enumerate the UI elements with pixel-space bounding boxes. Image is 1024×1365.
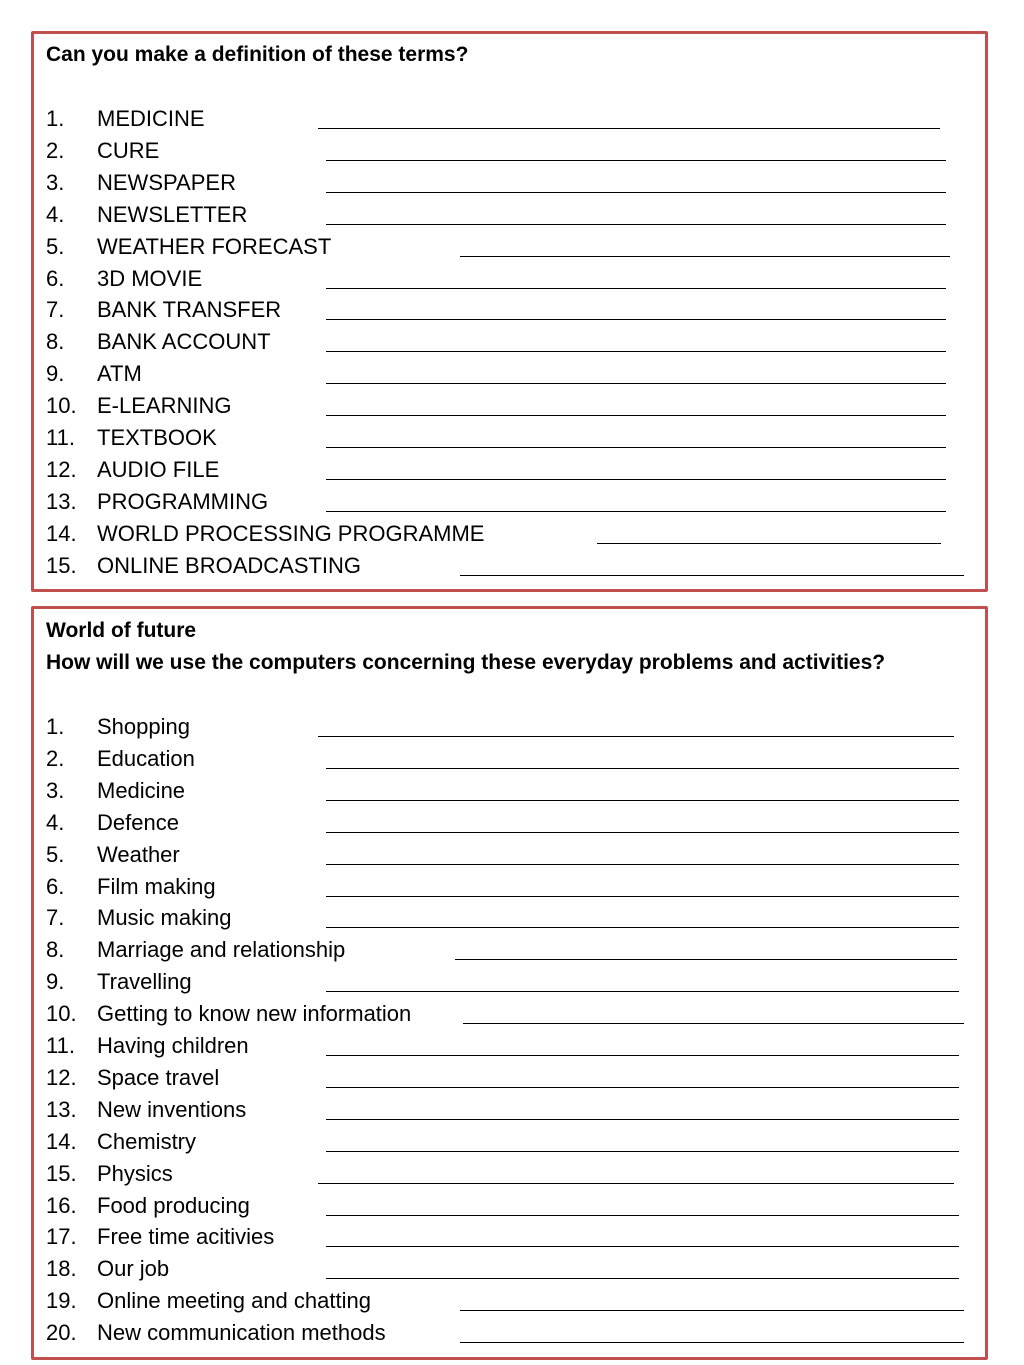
future-title: World of future [46, 619, 197, 642]
item-number: 1. [46, 106, 65, 131]
item-term: ONLINE BROADCASTING [97, 552, 362, 578]
answer-line[interactable] [326, 800, 959, 801]
item-number: 7. [46, 905, 65, 931]
item-term: CURE [97, 137, 160, 163]
item-number: 3. [46, 169, 65, 195]
item-number: 1. [46, 714, 65, 739]
item-term: BANK ACCOUNT [97, 329, 271, 355]
item-number: 14. [46, 1128, 77, 1154]
answer-line[interactable] [326, 1087, 959, 1088]
item-number: 4. [46, 809, 65, 835]
item-term: NEWSPAPER [97, 169, 236, 195]
answer-line[interactable] [326, 479, 946, 480]
definition-item [0, 550, 1024, 582]
answer-line[interactable] [326, 511, 946, 512]
future-item [0, 1317, 1024, 1349]
item-term: Food producing [97, 1192, 250, 1218]
answer-line[interactable] [318, 128, 940, 129]
item-number: 6. [46, 873, 65, 899]
definition-item [0, 294, 1024, 326]
future-item [0, 1221, 1024, 1253]
answer-line[interactable] [326, 1151, 959, 1152]
definition-item [0, 167, 1024, 199]
future-item [0, 998, 1024, 1030]
item-number: 15. [46, 1160, 77, 1186]
future-item [0, 1285, 1024, 1317]
item-term: PROGRAMMING [97, 488, 269, 514]
future-item [0, 775, 1024, 807]
answer-line[interactable] [326, 192, 946, 193]
item-term: Defence [97, 809, 179, 835]
item-number: 15. [46, 552, 77, 578]
answer-line[interactable] [460, 1342, 964, 1343]
item-number: 10. [46, 1001, 77, 1027]
item-number: 17. [46, 1224, 77, 1250]
item-number: 5. [46, 233, 65, 259]
item-term: WEATHER FORECAST [97, 233, 332, 259]
item-term: TEXTBOOK [97, 425, 217, 450]
item-term: AUDIO FILE [97, 456, 220, 482]
future-item [0, 1126, 1024, 1158]
answer-line[interactable] [597, 543, 941, 544]
item-number: 12. [46, 456, 77, 482]
item-number: 9. [46, 361, 65, 387]
definition-item [0, 390, 1024, 422]
answer-line[interactable] [460, 256, 950, 257]
item-number: 11. [46, 1033, 75, 1058]
answer-line[interactable] [326, 1119, 959, 1120]
future-item [0, 1094, 1024, 1126]
definition-item [0, 199, 1024, 231]
item-number: 5. [46, 841, 65, 867]
item-term: NEWSLETTER [97, 201, 248, 227]
future-item [0, 1158, 1024, 1190]
answer-line[interactable] [318, 736, 954, 737]
item-number: 4. [46, 201, 65, 227]
answer-line[interactable] [326, 224, 946, 225]
item-number: 12. [46, 1064, 77, 1090]
definition-item [0, 486, 1024, 518]
answer-line[interactable] [326, 383, 946, 384]
item-number: 13. [46, 1096, 77, 1122]
future-item [0, 902, 1024, 934]
item-term: Getting to know new information [97, 1001, 412, 1027]
answer-line[interactable] [318, 1183, 954, 1184]
item-number: 13. [46, 488, 77, 514]
definition-item [0, 231, 1024, 263]
item-number: 10. [46, 393, 77, 419]
item-term: Shopping [97, 714, 190, 739]
answer-line[interactable] [326, 1055, 959, 1056]
item-term: ATM [97, 361, 142, 387]
item-term: Marriage and relationship [97, 937, 346, 963]
item-number: 2. [46, 745, 65, 771]
item-number: 6. [46, 265, 65, 291]
item-term: Space travel [97, 1064, 220, 1090]
answer-line[interactable] [460, 575, 964, 576]
answer-line[interactable] [326, 351, 946, 352]
item-number: 20. [46, 1320, 77, 1346]
definition-item [0, 422, 1024, 454]
future-item [0, 1190, 1024, 1222]
answer-line[interactable] [326, 1278, 959, 1279]
item-number: 8. [46, 329, 65, 355]
item-term: Online meeting and chatting [97, 1288, 371, 1314]
item-term: Travelling [97, 969, 192, 995]
answer-line[interactable] [326, 415, 946, 416]
item-term: Music making [97, 905, 232, 931]
item-term: Weather [97, 841, 180, 867]
future-item [0, 711, 1024, 743]
answer-line[interactable] [326, 832, 959, 833]
item-term: New communication methods [97, 1320, 386, 1346]
item-term: WORLD PROCESSING PROGRAMME [97, 520, 485, 546]
definition-item [0, 518, 1024, 550]
future-item [0, 1253, 1024, 1285]
future-item [0, 839, 1024, 871]
item-number: 16. [46, 1192, 77, 1218]
answer-line[interactable] [326, 447, 946, 448]
item-term: Physics [97, 1160, 173, 1186]
item-number: 18. [46, 1256, 77, 1282]
answer-line[interactable] [326, 864, 959, 865]
future-item [0, 934, 1024, 966]
future-item [0, 743, 1024, 775]
definitions-heading: Can you make a definition of these terms? [46, 43, 469, 66]
future-item [0, 1062, 1024, 1094]
answer-line[interactable] [326, 896, 959, 897]
definition-item [0, 454, 1024, 486]
definition-item [0, 263, 1024, 295]
item-term: Medicine [97, 777, 186, 803]
answer-line[interactable] [326, 927, 959, 928]
answer-line[interactable] [326, 768, 959, 769]
item-term: Chemistry [97, 1128, 197, 1154]
item-term: New inventions [97, 1096, 247, 1122]
item-number: 19. [46, 1288, 77, 1314]
answer-line[interactable] [455, 959, 957, 960]
definition-item [0, 358, 1024, 390]
answer-line[interactable] [326, 319, 946, 320]
answer-line[interactable] [326, 160, 946, 161]
item-term: Film making [97, 873, 216, 899]
item-term: Our job [97, 1256, 170, 1282]
item-number: 11. [46, 425, 75, 450]
answer-line[interactable] [326, 991, 959, 992]
future-item [0, 966, 1024, 998]
definition-item [0, 135, 1024, 167]
future-item [0, 871, 1024, 903]
answer-line[interactable] [326, 288, 946, 289]
item-term: 3D MOVIE [97, 265, 203, 291]
item-term: Having children [97, 1033, 249, 1058]
item-number: 3. [46, 777, 65, 803]
item-number: 14. [46, 520, 77, 546]
item-number: 9. [46, 969, 65, 995]
definition-item [0, 326, 1024, 358]
answer-line[interactable] [460, 1310, 964, 1311]
item-number: 8. [46, 937, 65, 963]
item-term: Free time acitivies [97, 1224, 275, 1250]
definition-item [0, 103, 1024, 135]
item-term: MEDICINE [97, 106, 205, 131]
future-question: How will we use the computers concerning these everyday problems and activities? [46, 651, 886, 674]
item-number: 7. [46, 297, 65, 323]
item-term: Education [97, 745, 195, 771]
answer-line[interactable] [326, 1246, 959, 1247]
item-number: 2. [46, 137, 65, 163]
item-term: E-LEARNING [97, 393, 232, 419]
answer-line[interactable] [463, 1023, 964, 1024]
future-item [0, 1030, 1024, 1062]
item-term: BANK TRANSFER [97, 297, 282, 323]
future-item [0, 807, 1024, 839]
answer-line[interactable] [326, 1215, 959, 1216]
